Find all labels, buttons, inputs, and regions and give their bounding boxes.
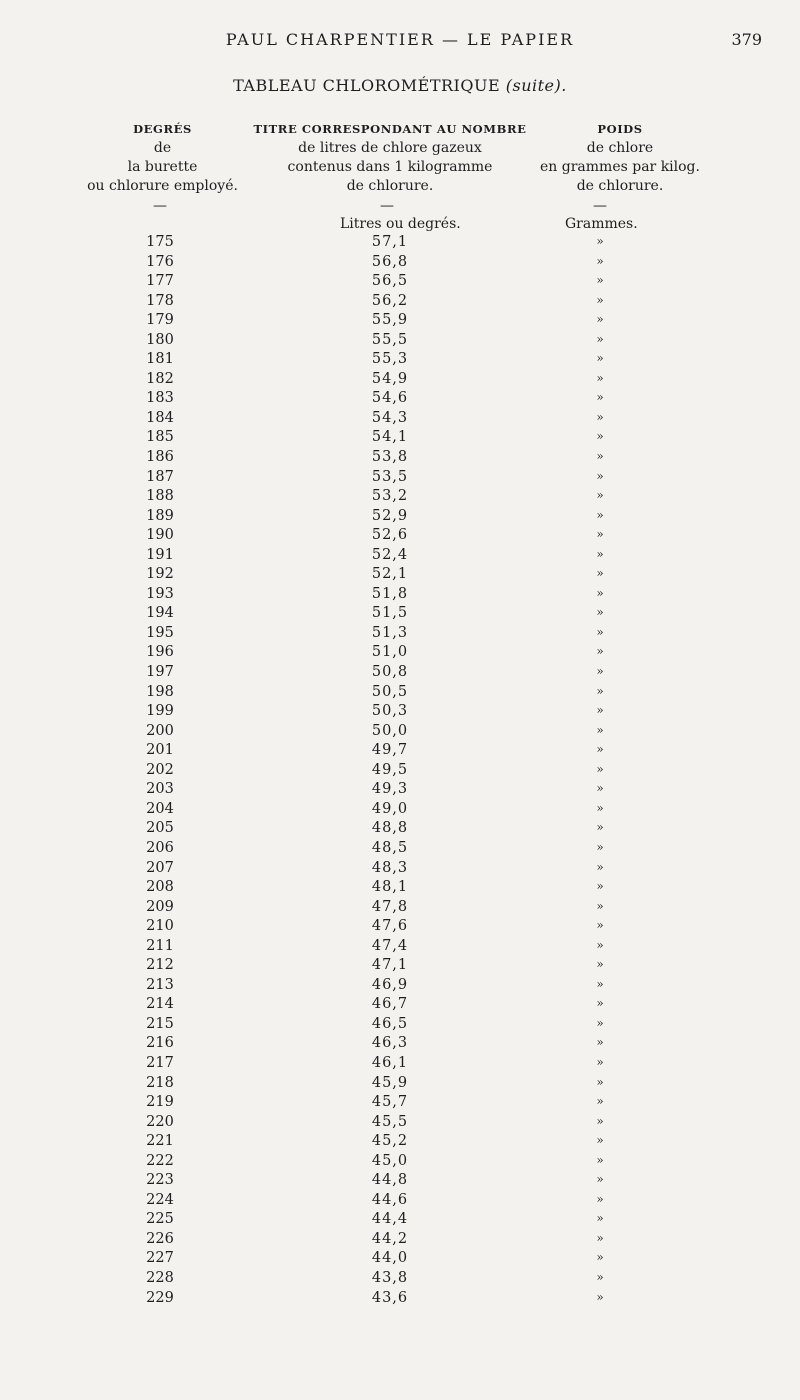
degree-cell: 208	[146, 879, 174, 896]
titre-cell: 44,4	[371, 1211, 409, 1228]
table-row	[0, 351, 800, 371]
titre-cell: 49,0	[371, 800, 409, 817]
degree-cell: 200	[146, 722, 174, 739]
titre-cell: 45,0	[371, 1152, 409, 1169]
degree-cell: 212	[146, 957, 174, 974]
degree-cell: 189	[146, 507, 174, 524]
degree-cell: 178	[146, 292, 174, 309]
poids-cell: »	[596, 879, 604, 894]
titre-cell: 46,9	[371, 976, 409, 993]
header-dash: —	[380, 198, 394, 214]
titre-cell: 57,1	[371, 234, 409, 250]
poids-cell: »	[596, 1133, 604, 1148]
table-row	[0, 1250, 800, 1270]
poids-cell: »	[596, 566, 604, 581]
degree-cell: 199	[146, 703, 174, 720]
titre-cell: 52,4	[371, 546, 409, 563]
page-number: 379	[731, 30, 762, 49]
table-row	[0, 860, 800, 880]
titre-cell: 46,5	[371, 1015, 409, 1032]
poids-cell: »	[596, 683, 604, 698]
degree-cell: 198	[146, 683, 174, 700]
table-row	[0, 390, 800, 410]
running-head: PAUL CHARPENTIER — LE PAPIER	[225, 30, 575, 49]
titre-cell: 44,6	[371, 1191, 409, 1208]
table-row	[0, 449, 800, 469]
table-row	[0, 1211, 800, 1231]
poids-cell: »	[596, 722, 604, 737]
poids-cell: »	[596, 1074, 604, 1089]
titre-cell: 52,9	[371, 507, 409, 524]
table-row	[0, 879, 800, 899]
poids-cell: »	[596, 605, 604, 620]
degree-cell: 194	[146, 605, 174, 622]
table-row	[0, 781, 800, 801]
column-header-line: de chlorure.	[346, 178, 434, 194]
table-row	[0, 234, 800, 254]
degree-cell: 203	[146, 781, 174, 798]
table-row	[0, 488, 800, 508]
titre-cell: 53,8	[371, 449, 409, 466]
titre-cell: 50,8	[371, 664, 409, 681]
titre-cell: 50,0	[371, 722, 409, 739]
poids-cell: »	[596, 800, 604, 815]
degree-cell: 213	[146, 976, 174, 993]
degree-cell: 217	[146, 1054, 174, 1071]
titre-cell: 48,8	[371, 820, 409, 837]
poids-cell: »	[596, 409, 604, 424]
poids-cell: »	[596, 546, 604, 561]
titre-cell: 47,4	[371, 937, 409, 954]
poids-cell: »	[596, 527, 604, 542]
degree-cell: 193	[146, 585, 174, 602]
column-header-line: de	[153, 140, 172, 156]
table-row	[0, 527, 800, 547]
degree-cell: 207	[146, 859, 174, 876]
table-row	[0, 703, 800, 723]
column-header-poids	[520, 120, 720, 196]
degree-cell: 202	[146, 761, 174, 778]
table-row	[0, 1114, 800, 1134]
titre-cell: 47,1	[371, 957, 409, 974]
poids-cell: »	[596, 507, 604, 522]
table-row	[0, 840, 800, 860]
degree-cell: 188	[146, 488, 174, 505]
table-row	[0, 1075, 800, 1095]
degree-cell: 175	[146, 234, 174, 250]
poids-cell: »	[596, 1035, 604, 1050]
table-row	[0, 899, 800, 919]
titre-cell: 51,3	[371, 624, 409, 641]
poids-cell: »	[596, 703, 604, 718]
table-row	[0, 254, 800, 274]
poids-cell: »	[596, 1230, 604, 1245]
degree-cell: 229	[146, 1289, 174, 1306]
titre-cell: 54,9	[371, 370, 409, 387]
poids-cell: »	[596, 996, 604, 1011]
titre-cell: 52,1	[371, 566, 409, 583]
table-row	[0, 469, 800, 489]
titre-cell: 49,7	[371, 742, 409, 759]
titre-cell: 55,3	[371, 351, 409, 368]
poids-cell: »	[596, 331, 604, 346]
titre-cell: 51,5	[371, 605, 409, 622]
titre-cell: 51,8	[371, 585, 409, 602]
column-header-titre	[250, 120, 530, 196]
titre-cell: 52,6	[371, 527, 409, 544]
poids-cell: »	[596, 1250, 604, 1265]
table-row	[0, 1016, 800, 1036]
degree-cell: 180	[146, 331, 174, 348]
table-row	[0, 625, 800, 645]
titre-cell: 48,5	[371, 839, 409, 856]
column-header-line: la burette	[127, 159, 198, 175]
poids-cell: »	[596, 624, 604, 639]
poids-cell: »	[596, 351, 604, 366]
poids-cell: »	[596, 839, 604, 854]
unit-label-grammes: Grammes.	[565, 216, 638, 232]
poids-cell: »	[596, 1269, 604, 1284]
degree-cell: 219	[146, 1094, 174, 1111]
titre-cell: 56,2	[371, 292, 409, 309]
poids-cell: »	[596, 1152, 604, 1167]
table-row	[0, 1094, 800, 1114]
degree-cell: 221	[146, 1133, 174, 1150]
column-header-line: ou chlorure employé.	[87, 178, 238, 194]
titre-cell: 47,6	[371, 918, 409, 935]
table-row	[0, 1055, 800, 1075]
table-row	[0, 566, 800, 586]
titre-cell: 53,5	[371, 468, 409, 485]
degree-cell: 182	[146, 370, 174, 387]
titre-cell: 45,7	[371, 1094, 409, 1111]
degree-cell: 211	[146, 937, 174, 954]
degree-cell: 204	[146, 800, 174, 817]
column-header-line: en grammes par kilog.	[540, 159, 700, 175]
poids-cell: »	[596, 898, 604, 913]
poids-cell: »	[596, 859, 604, 874]
degree-cell: 225	[146, 1211, 174, 1228]
poids-cell: »	[596, 918, 604, 933]
table-row	[0, 273, 800, 293]
poids-cell: »	[596, 234, 604, 248]
degree-cell: 195	[146, 624, 174, 641]
column-header-line: de chlorure.	[576, 178, 664, 194]
degree-cell: 197	[146, 664, 174, 681]
degree-cell: 220	[146, 1113, 174, 1130]
unit-label-litres: Litres ou degrés.	[340, 216, 461, 232]
table-row	[0, 293, 800, 313]
titre-cell: 51,0	[371, 644, 409, 661]
header-dash: —	[593, 198, 607, 214]
titre-cell: 43,8	[371, 1269, 409, 1286]
titre-cell: 54,6	[371, 390, 409, 407]
degree-cell: 215	[146, 1015, 174, 1032]
degree-cell: 206	[146, 839, 174, 856]
poids-cell: »	[596, 449, 604, 464]
column-header-line: de chlore	[586, 140, 654, 156]
table-row	[0, 332, 800, 352]
poids-cell: »	[596, 664, 604, 679]
table-row	[0, 918, 800, 938]
table-row	[0, 957, 800, 977]
column-header-line: de litres de chlore gazeux	[298, 140, 482, 156]
table-row	[0, 801, 800, 821]
table-row	[0, 938, 800, 958]
titre-cell: 54,3	[371, 409, 409, 426]
table-row	[0, 1270, 800, 1290]
poids-cell: »	[596, 390, 604, 405]
degree-cell: 216	[146, 1035, 174, 1052]
titre-cell: 46,3	[371, 1035, 409, 1052]
titre-cell: 44,2	[371, 1230, 409, 1247]
table-row	[0, 723, 800, 743]
poids-cell: »	[596, 781, 604, 796]
table-row	[0, 547, 800, 567]
table-row	[0, 605, 800, 625]
titre-cell: 49,3	[371, 781, 409, 798]
degree-cell: 196	[146, 644, 174, 661]
titre-cell: 44,8	[371, 1172, 409, 1189]
table-row	[0, 1290, 800, 1310]
table-row	[0, 1153, 800, 1173]
table-row	[0, 508, 800, 528]
poids-cell: »	[596, 1211, 604, 1226]
degree-cell: 210	[146, 918, 174, 935]
titre-cell: 50,3	[371, 703, 409, 720]
table-row	[0, 429, 800, 449]
titre-cell: 48,3	[371, 859, 409, 876]
table-row	[0, 664, 800, 684]
titre-cell: 46,1	[371, 1054, 409, 1071]
titre-cell: 54,1	[371, 429, 409, 446]
titre-cell: 50,5	[371, 683, 409, 700]
table-row	[0, 1192, 800, 1212]
titre-cell: 56,5	[371, 273, 409, 290]
degree-cell: 176	[146, 253, 174, 270]
column-header-line: contenus dans 1 kilogramme	[287, 159, 493, 175]
column-header-caps: TITRE CORRESPONDANT AU NOMBRE	[253, 122, 527, 136]
poids-cell: »	[596, 292, 604, 307]
degree-cell: 228	[146, 1269, 174, 1286]
table-row	[0, 820, 800, 840]
poids-cell: »	[596, 585, 604, 600]
column-header-caps: DEGRÉS	[133, 122, 192, 136]
poids-cell: »	[596, 1191, 604, 1206]
poids-cell: »	[596, 1094, 604, 1109]
degree-cell: 209	[146, 898, 174, 915]
degree-cell: 222	[146, 1152, 174, 1169]
table-row	[0, 1133, 800, 1153]
degree-cell: 201	[146, 742, 174, 759]
table-row	[0, 410, 800, 430]
titre-cell: 49,5	[371, 761, 409, 778]
column-header-caps: POIDS	[597, 122, 643, 136]
table-title-suffix: (suite).	[505, 76, 567, 95]
poids-cell: »	[596, 468, 604, 483]
poids-cell: »	[596, 761, 604, 776]
table-row	[0, 312, 800, 332]
column-header-degres	[70, 120, 255, 196]
poids-cell: »	[596, 273, 604, 288]
degree-cell: 227	[146, 1250, 174, 1267]
table-row	[0, 742, 800, 762]
poids-cell: »	[596, 1015, 604, 1030]
degree-cell: 224	[146, 1191, 174, 1208]
degree-cell: 192	[146, 566, 174, 583]
poids-cell: »	[596, 312, 604, 327]
degree-cell: 226	[146, 1230, 174, 1247]
poids-cell: »	[596, 937, 604, 952]
poids-cell: »	[596, 820, 604, 835]
titre-cell: 45,9	[371, 1074, 409, 1091]
degree-cell: 186	[146, 449, 174, 466]
poids-cell: »	[596, 488, 604, 503]
table-row	[0, 586, 800, 606]
titre-cell: 53,2	[371, 488, 409, 505]
poids-cell: »	[596, 1172, 604, 1187]
titre-cell: 48,1	[371, 879, 409, 896]
degree-cell: 223	[146, 1172, 174, 1189]
poids-cell: »	[596, 644, 604, 659]
titre-cell: 45,2	[371, 1133, 409, 1150]
degree-cell: 185	[146, 429, 174, 446]
poids-cell: »	[596, 957, 604, 972]
table-title-text: TABLEAU CHLOROMÉTRIQUE	[233, 76, 501, 95]
table-row	[0, 1172, 800, 1192]
poids-cell: »	[596, 370, 604, 385]
degree-cell: 177	[146, 273, 174, 290]
table-row	[0, 762, 800, 782]
table-row	[0, 644, 800, 664]
poids-cell: »	[596, 976, 604, 991]
titre-cell: 47,8	[371, 898, 409, 915]
table-row	[0, 371, 800, 391]
table-title	[0, 76, 800, 95]
degree-cell: 214	[146, 996, 174, 1013]
table-body	[0, 234, 800, 1309]
titre-cell: 43,6	[371, 1289, 409, 1306]
table-row	[0, 1035, 800, 1055]
table-row	[0, 684, 800, 704]
poids-cell: »	[596, 253, 604, 268]
titre-cell: 46,7	[371, 996, 409, 1013]
poids-cell: »	[596, 1289, 604, 1304]
table-row	[0, 977, 800, 997]
titre-cell: 55,9	[371, 312, 409, 329]
table-row	[0, 996, 800, 1016]
degree-cell: 218	[146, 1074, 174, 1091]
titre-cell: 45,5	[371, 1113, 409, 1130]
degree-cell: 183	[146, 390, 174, 407]
degree-cell: 191	[146, 546, 174, 563]
degree-cell: 181	[146, 351, 174, 368]
table-row	[0, 1231, 800, 1251]
titre-cell: 44,0	[371, 1250, 409, 1267]
titre-cell: 55,5	[371, 331, 409, 348]
degree-cell: 179	[146, 312, 174, 329]
degree-cell: 205	[146, 820, 174, 837]
degree-cell: 184	[146, 409, 174, 426]
poids-cell: »	[596, 1113, 604, 1128]
poids-cell: »	[596, 429, 604, 444]
degree-cell: 187	[146, 468, 174, 485]
poids-cell: »	[596, 742, 604, 757]
titre-cell: 56,8	[371, 253, 409, 270]
degree-cell: 190	[146, 527, 174, 544]
header-dash: —	[153, 198, 167, 214]
poids-cell: »	[596, 1054, 604, 1069]
